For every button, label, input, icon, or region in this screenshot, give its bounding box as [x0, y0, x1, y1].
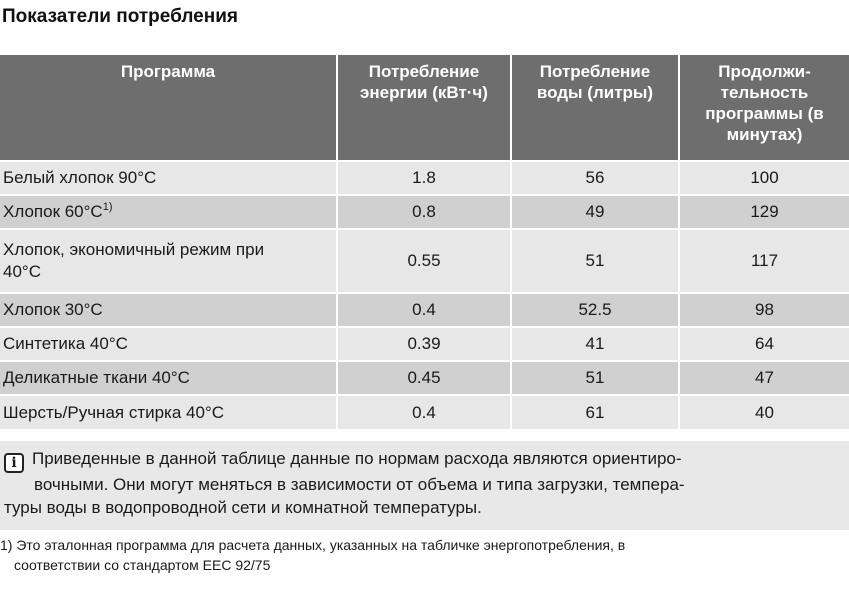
program-cell [0, 395, 337, 429]
program-cell [0, 229, 337, 293]
header-energy [337, 55, 511, 161]
header-program [0, 55, 337, 161]
footnote-line: 1) Это эталонная программа для расчета данных, указанных на табличке энергопотребления, в [0, 537, 626, 553]
duration-cell: 40 [679, 395, 849, 429]
table-row [0, 161, 849, 195]
program-name: Деликатные ткани 40°C [3, 368, 190, 387]
water-cell: 51 [511, 361, 679, 395]
energy-cell: 0.55 [337, 229, 511, 293]
program-cell [0, 293, 337, 327]
note-line: туры воды в водопроводной сети и комнатной температуры. [4, 498, 482, 517]
header-line: Программа [120, 62, 216, 81]
program-cell [0, 361, 337, 395]
energy-cell: 0.4 [337, 293, 511, 327]
header-line: Потребление [539, 62, 651, 81]
energy-cell: 0.4 [337, 395, 511, 429]
program-name: Хлопок 30°C [3, 300, 103, 319]
table-row [0, 195, 849, 229]
info-note [0, 441, 849, 530]
header-line: программы (в [705, 104, 824, 123]
program-name-line2: 40°C [3, 262, 41, 281]
water-cell: 52.5 [511, 293, 679, 327]
energy-cell: 0.8 [337, 195, 511, 229]
header-water [511, 55, 679, 161]
energy-cell: 0.45 [337, 361, 511, 395]
duration-cell: 117 [679, 229, 849, 293]
header-line: Продолжи- [718, 62, 811, 81]
program-cell [0, 195, 337, 229]
water-cell: 56 [511, 161, 679, 195]
duration-cell: 47 [679, 361, 849, 395]
duration-cell: 100 [679, 161, 849, 195]
footnote [0, 535, 849, 575]
page-title: Показатели потребления [2, 6, 238, 27]
water-cell: 51 [511, 229, 679, 293]
duration-cell: 64 [679, 327, 849, 361]
table-row [0, 395, 849, 429]
table-row [0, 293, 849, 327]
header-line: воды (литры) [536, 83, 654, 102]
header-line: тельность [720, 83, 809, 102]
table-row [0, 327, 849, 361]
water-cell: 41 [511, 327, 679, 361]
footnote-marker: 1) [102, 201, 113, 213]
table-header-row [0, 55, 849, 161]
energy-cell: 1.8 [337, 161, 511, 195]
program-name: Синтетика 40°C [3, 334, 128, 353]
water-cell: 49 [511, 195, 679, 229]
header-line: минутах) [726, 125, 803, 144]
consumption-table [0, 55, 849, 429]
header-line: Потребление [368, 62, 480, 81]
water-cell: 61 [511, 395, 679, 429]
note-text: Приведенные в данной таблице данные по нормам расхода являются ориентиро- [32, 449, 682, 468]
info-icon: i [4, 453, 24, 473]
note-line: вочными. Они могут меняться в зависимости от объема и типа загрузки, темпера- [34, 475, 685, 494]
program-cell [0, 161, 337, 195]
footnote-line: соответствии со стандартом EEC 92/75 [14, 557, 271, 573]
energy-cell: 0.39 [337, 327, 511, 361]
header-line: энергии (кВт·ч) [360, 83, 488, 102]
note-line [4, 447, 841, 473]
program-cell [0, 327, 337, 361]
program-name: Белый хлопок 90°C [3, 168, 157, 187]
header-duration [679, 55, 849, 161]
table-row [0, 229, 849, 293]
table-row [0, 361, 849, 395]
program-name: Хлопок, экономичный режим при [3, 240, 265, 259]
program-name: Шерсть/Ручная стирка 40°C [3, 402, 225, 422]
program-name: Хлопок 60°C [3, 202, 103, 221]
duration-cell: 129 [679, 195, 849, 229]
duration-cell: 98 [679, 293, 849, 327]
